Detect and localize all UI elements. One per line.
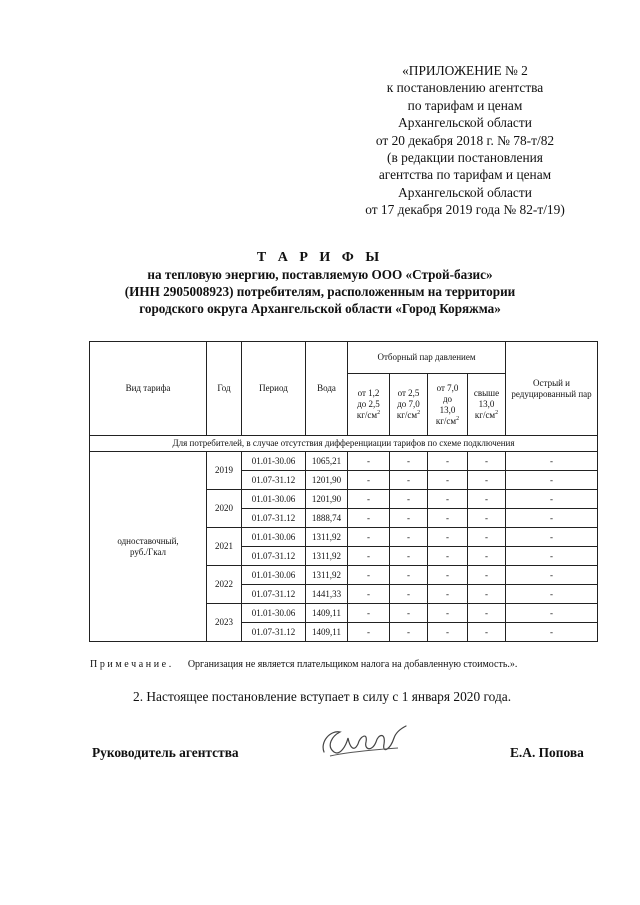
title-line: на тепловую энергию, поставляемую ООО «Строй-базис» xyxy=(147,267,493,282)
tariff-rows xyxy=(90,452,598,642)
water-tariff-cell: 1065,21 xyxy=(306,452,348,471)
period-cell: 01.07-31.12 xyxy=(242,547,306,566)
year-cell: 2023 xyxy=(207,604,242,642)
header-water: Вода xyxy=(306,342,348,436)
year-cell: 2019 xyxy=(207,452,242,490)
note-label: Примечание. xyxy=(90,659,174,670)
period-cell: 01.01-30.06 xyxy=(242,490,306,509)
period-cell: 01.01-30.06 xyxy=(242,604,306,623)
appendix-line: от 20 декабря 2018 г. № 78-т/82 xyxy=(375,132,555,148)
steam-tariff-cell: - xyxy=(390,490,428,509)
water-tariff-cell: 1201,90 xyxy=(306,490,348,509)
appendix-line: по тарифам и ценам xyxy=(407,97,523,113)
steam-tariff-cell: - xyxy=(468,490,506,509)
steam-tariff-cell: - xyxy=(468,566,506,585)
steam-tariff-cell: - xyxy=(390,604,428,623)
steam-tariff-cell: - xyxy=(348,490,390,509)
sharp-steam-tariff-cell: - xyxy=(506,452,598,471)
steam-tariff-cell: - xyxy=(428,490,468,509)
appendix-line: от 17 декабря 2019 года № 82-т/19) xyxy=(365,202,565,218)
water-tariff-cell: 1311,92 xyxy=(306,547,348,566)
water-tariff-cell: 1409,11 xyxy=(306,604,348,623)
steam-tariff-cell: - xyxy=(390,623,428,642)
appendix-line: к постановлению агентства xyxy=(386,80,544,96)
header-period: Период xyxy=(242,342,306,436)
header-steam-2: от 2,5 до 7,0 $кг/см^2$ xyxy=(390,374,428,436)
appendix-line: агентства по тарифам и ценам xyxy=(378,167,552,183)
steam-tariff-cell: - xyxy=(348,566,390,585)
title-heading: Т А Р И Ф Ы xyxy=(256,250,384,265)
steam-tariff-cell: - xyxy=(348,623,390,642)
sharp-steam-tariff-cell: - xyxy=(506,547,598,566)
table-row xyxy=(90,452,598,471)
effective-date-paragraph: 2. Настоящее постановление вступает в силу с 1 января 2020 года. xyxy=(133,689,512,704)
steam-tariff-cell: - xyxy=(428,452,468,471)
steam-tariff-cell: - xyxy=(390,566,428,585)
year-cell: 2022 xyxy=(207,566,242,604)
steam-tariff-cell: - xyxy=(468,452,506,471)
note xyxy=(90,659,517,670)
steam-tariff-cell: - xyxy=(428,509,468,528)
header-tariff-type: Вид тарифа xyxy=(90,342,207,436)
steam-tariff-cell: - xyxy=(428,471,468,490)
water-tariff-cell: 1888,74 xyxy=(306,509,348,528)
steam-tariff-cell: - xyxy=(468,471,506,490)
steam-tariff-cell: - xyxy=(390,585,428,604)
steam-tariff-cell: - xyxy=(428,547,468,566)
steam-tariff-cell: - xyxy=(468,585,506,604)
title-line: (ИНН 2905008923) потребителям, расположенным на территории xyxy=(124,284,516,299)
period-cell: 01.01-30.06 xyxy=(242,528,306,547)
period-cell: 01.07-31.12 xyxy=(242,585,306,604)
tariff-table xyxy=(89,341,598,642)
header-steam-3: от 7,0 до 13,0 $кг/см^2$ xyxy=(428,374,468,436)
header-sharp-steam: Острый и редуцированный пар xyxy=(506,342,598,436)
steam-tariff-cell: - xyxy=(390,452,428,471)
header-year: Год xyxy=(207,342,242,436)
steam-tariff-cell: - xyxy=(348,604,390,623)
sharp-steam-tariff-cell: - xyxy=(506,471,598,490)
year-cell: 2020 xyxy=(207,490,242,528)
section-row: Для потребителей, в случае отсутствия дифференциации тарифов по схеме подключения xyxy=(90,436,598,452)
water-tariff-cell: 1441,33 xyxy=(306,585,348,604)
signer-name: Е.А. Попова xyxy=(510,745,584,760)
appendix-line: Архангельской области xyxy=(398,115,532,131)
steam-tariff-cell: - xyxy=(348,452,390,471)
steam-tariff-cell: - xyxy=(390,471,428,490)
water-tariff-cell: 1311,92 xyxy=(306,528,348,547)
water-tariff-cell: 1201,90 xyxy=(306,471,348,490)
period-cell: 01.07-31.12 xyxy=(242,509,306,528)
header-steam-group: Отборный пар давлением xyxy=(348,342,506,374)
header-steam-1: от 1,2 до 2,5 $кг/см^2$ xyxy=(348,374,390,436)
steam-tariff-cell: - xyxy=(390,528,428,547)
title-line: городского округа Архангельской области «Город Коряжма» xyxy=(139,301,501,316)
steam-tariff-cell: - xyxy=(468,623,506,642)
header-steam-4: свыше 13,0 $кг/см^2$ xyxy=(468,374,506,436)
appendix-line: «ПРИЛОЖЕНИЕ № 2 xyxy=(402,63,528,78)
steam-tariff-cell: - xyxy=(348,585,390,604)
sharp-steam-tariff-cell: - xyxy=(506,585,598,604)
steam-tariff-cell: - xyxy=(468,604,506,623)
sharp-steam-tariff-cell: - xyxy=(506,566,598,585)
steam-tariff-cell: - xyxy=(390,509,428,528)
steam-tariff-cell: - xyxy=(348,471,390,490)
handwritten-signature xyxy=(318,722,410,764)
sharp-steam-tariff-cell: - xyxy=(506,528,598,547)
steam-tariff-cell: - xyxy=(428,528,468,547)
appendix-header xyxy=(340,62,590,219)
steam-tariff-cell: - xyxy=(428,585,468,604)
water-tariff-cell: 1311,92 xyxy=(306,566,348,585)
steam-tariff-cell: - xyxy=(428,604,468,623)
document-title xyxy=(60,250,580,317)
signer-position: Руководитель агентства xyxy=(92,745,239,760)
steam-tariff-cell: - xyxy=(428,623,468,642)
period-cell: 01.07-31.12 xyxy=(242,623,306,642)
steam-tariff-cell: - xyxy=(348,547,390,566)
steam-tariff-cell: - xyxy=(468,509,506,528)
steam-tariff-cell: - xyxy=(468,528,506,547)
sharp-steam-tariff-cell: - xyxy=(506,604,598,623)
tariff-type-cell: одноставочный, руб./Гкал xyxy=(90,452,207,642)
steam-tariff-cell: - xyxy=(348,528,390,547)
steam-tariff-cell: - xyxy=(348,509,390,528)
note-text: Организация не является плательщиком налога на добавленную стоимость.». xyxy=(187,659,518,670)
period-cell: 01.01-30.06 xyxy=(242,566,306,585)
sharp-steam-tariff-cell: - xyxy=(506,490,598,509)
period-cell: 01.01-30.06 xyxy=(242,452,306,471)
sharp-steam-tariff-cell: - xyxy=(506,509,598,528)
steam-tariff-cell: - xyxy=(390,547,428,566)
water-tariff-cell: 1409,11 xyxy=(306,623,348,642)
appendix-line: (в редакции постановления xyxy=(387,150,543,166)
year-cell: 2021 xyxy=(207,528,242,566)
steam-tariff-cell: - xyxy=(428,566,468,585)
appendix-line: Архангельской области xyxy=(398,184,532,200)
period-cell: 01.07-31.12 xyxy=(242,471,306,490)
sharp-steam-tariff-cell: - xyxy=(506,623,598,642)
steam-tariff-cell: - xyxy=(468,547,506,566)
